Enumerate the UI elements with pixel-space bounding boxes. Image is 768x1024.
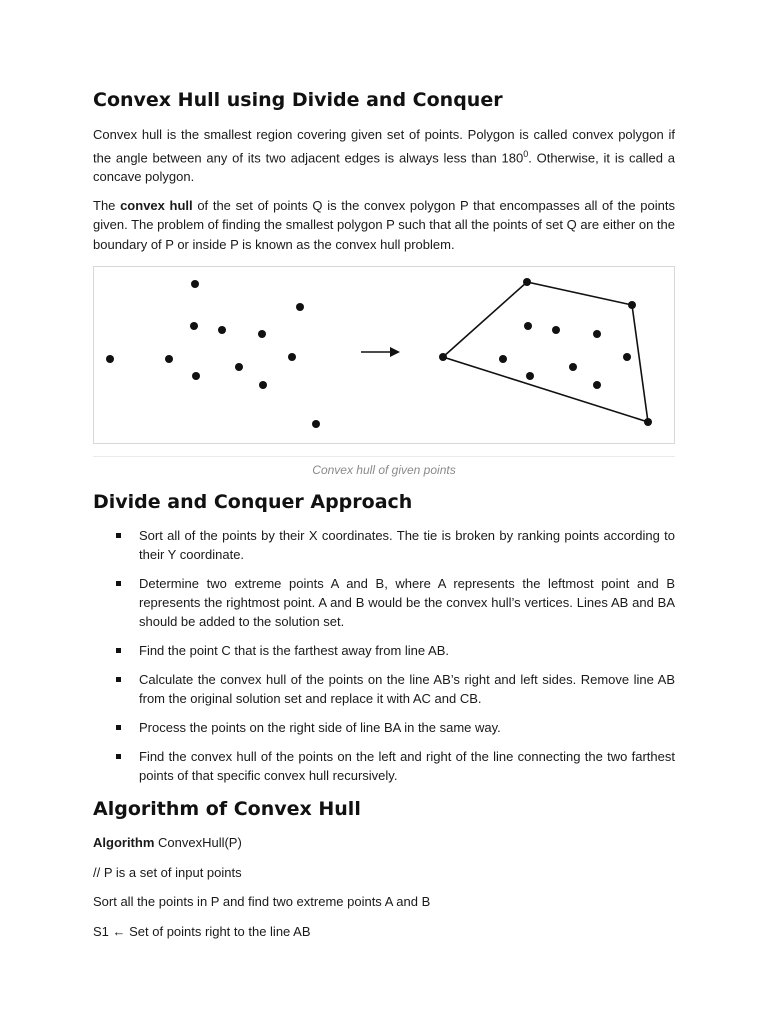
input-points	[106, 280, 320, 428]
algorithm-signature	[93, 833, 675, 853]
hull-point	[524, 322, 532, 330]
intro-text-tail: . Otherwise, it is called a concave polygon.	[93, 149, 675, 185]
list-item-text: Process the points on the right side of line BA in the same way.	[139, 720, 501, 736]
list-item-text: Calculate the convex hull of the points on the line AB’s right and left sides. Remove line AB from the original solution set and replace it with AC and CB.	[139, 672, 675, 707]
list-item	[139, 747, 675, 785]
hull-point	[623, 353, 631, 361]
convex-hull-diagram	[94, 267, 674, 443]
bullet-icon	[116, 581, 121, 586]
hull-point	[499, 355, 507, 363]
input-point	[259, 381, 267, 389]
list-item	[139, 718, 675, 737]
input-point	[218, 326, 226, 334]
hull-point	[593, 330, 601, 338]
input-point	[191, 280, 199, 288]
section-heading-approach: Divide and Conquer Approach	[93, 491, 413, 514]
input-point	[165, 355, 173, 363]
intro-paragraph-2	[93, 196, 675, 255]
arrow	[361, 347, 400, 357]
list-item	[139, 670, 675, 708]
hull-point	[644, 418, 652, 426]
bullet-icon	[116, 725, 121, 730]
figure-caption: Convex hull of given points	[93, 456, 675, 477]
bullet-icon	[116, 533, 121, 538]
hull-point	[593, 381, 601, 389]
hull-polygon	[443, 282, 648, 422]
convex-hull-figure	[93, 266, 675, 444]
arrow-head	[390, 347, 400, 357]
intro2-pre: The	[93, 197, 121, 213]
algorithm-line: // P is a set of input points	[93, 864, 242, 880]
hull-point	[552, 326, 560, 334]
input-point	[235, 363, 243, 371]
input-point	[192, 372, 200, 380]
input-point	[296, 303, 304, 311]
list-item	[139, 574, 675, 631]
algorithm-label: Algorithm	[93, 835, 155, 851]
list-item	[139, 641, 675, 660]
hull-point	[523, 278, 531, 286]
input-point	[106, 355, 114, 363]
section-heading-algorithm: Algorithm of Convex Hull	[93, 798, 361, 821]
input-point	[288, 353, 296, 361]
list-item-text: Sort all of the points by their X coordinates. The tie is broken by ranking points according to their Y coordinate.	[139, 528, 675, 563]
list-item-text: Determine two extreme points A and B, where A represents the leftmost point and B represents the rightmost point. A and B would be the convex hull’s vertices. Lines AB and BA should be added to the solution set.	[139, 576, 675, 630]
degree-superscript: 0	[523, 148, 529, 159]
input-point	[258, 330, 266, 338]
hull-point	[439, 353, 447, 361]
approach-list	[93, 526, 675, 785]
hull-point	[628, 301, 636, 309]
list-item-text: Find the convex hull of the points on the left and right of the line connecting the two farthest points of that specific convex hull recursively.	[139, 749, 675, 784]
bullet-icon	[116, 754, 121, 759]
list-item-text: Find the point C that is the farthest away from line AB.	[139, 643, 449, 659]
algorithm-block	[93, 833, 675, 941]
algorithm-line: S1 ← Set of points right to the line AB	[93, 923, 311, 939]
bullet-icon	[116, 677, 121, 682]
hull-point	[526, 372, 534, 380]
input-point	[190, 322, 198, 330]
intro2-post: of the set of points Q is the convex polygon P that encompasses all of the points given. The problem of finding the smallest polygon P such that all the points of set Q are either on the boundary of P or inside P is known as the convex hull problem.	[93, 197, 675, 252]
intro-paragraph-1	[93, 125, 675, 187]
list-item	[139, 526, 675, 564]
algorithm-name: ConvexHull(P)	[154, 835, 242, 851]
input-point	[312, 420, 320, 428]
bullet-icon	[116, 648, 121, 653]
hull-points	[439, 278, 652, 426]
hull-point	[569, 363, 577, 371]
algorithm-line: Sort all the points in P and find two extreme points A and B	[93, 894, 431, 910]
page-title: Convex Hull using Divide and Conquer	[93, 89, 503, 111]
term-convex-hull: convex hull	[120, 197, 193, 213]
document-body	[93, 86, 675, 951]
intro-text: Convex hull is the smallest region covering given set of points. Polygon is called convex polygon if the angle between any of its two adjacent edges is always less than 180	[93, 127, 675, 165]
